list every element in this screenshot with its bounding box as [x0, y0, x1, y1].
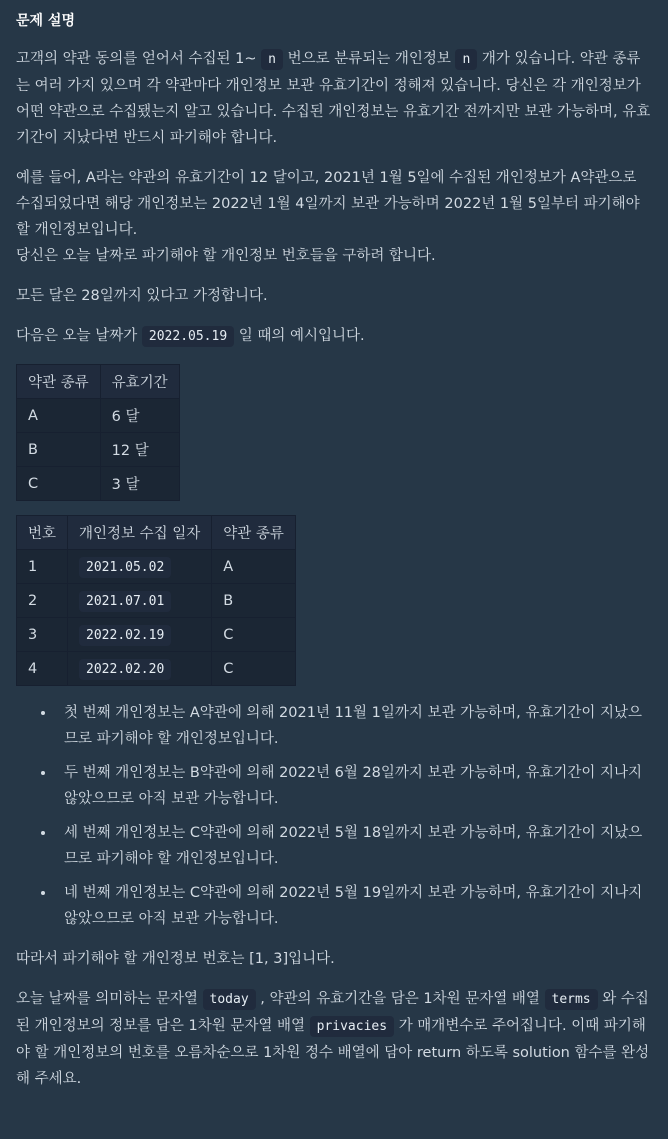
table-header-row — [17, 365, 180, 399]
table-row — [17, 618, 296, 652]
privacy-table — [16, 515, 296, 686]
list-item: • 두 번째 개인정보는 B약관에 의해 2022년 6월 28일까지 보관 가능하며, 유효기간이 지나지 않았으므로 아직 보관 가능합니다. — [56, 760, 652, 812]
assumption-paragraph: 모든 달은 28일까지 있다고 가정합니다. — [16, 288, 268, 304]
task-text-2: , 약관의 유효기간을 담은 1차원 문자열 배열 — [260, 991, 540, 1007]
table-cell: C — [17, 467, 101, 501]
section-title: 문제 설명 — [16, 13, 75, 29]
example-date-text-1: 다음은 오늘 날짜가 — [16, 328, 138, 344]
intro-text-1: 고객의 약관 동의를 얻어서 수집된 1~ — [16, 51, 257, 67]
date-code: 2022.02.19 — [79, 625, 171, 646]
inline-code-date: 2022.05.19 — [142, 326, 234, 347]
table-cell: 3 — [17, 618, 68, 652]
task-paragraph — [16, 986, 652, 1092]
intro-text-2: 번으로 분류되는 개인정보 — [287, 51, 451, 67]
example-date-text-2: 일 때의 예시입니다. — [238, 328, 365, 344]
date-code: 2022.02.20 — [79, 659, 171, 680]
table-cell: C — [212, 652, 296, 686]
table-cell: A — [17, 399, 101, 433]
table-header-cell: 약관 종류 — [17, 365, 101, 399]
date-code: 2021.07.01 — [79, 591, 171, 612]
terms-table — [16, 364, 180, 501]
table-row — [17, 433, 180, 467]
list-item: • 네 번째 개인정보는 C약관에 의해 2022년 5월 19일까지 보관 가능하며, 유효기간이 지나지 않았으므로 아직 보관 가능합니다. — [56, 880, 652, 932]
table-cell: 3 달 — [100, 467, 179, 501]
table-cell: 4 — [17, 652, 68, 686]
list-item: • 첫 번째 개인정보는 A약관에 의해 2021년 11월 1일까지 보관 가능하며, 유효기간이 지났으므로 파기해야 할 개인정보입니다. — [56, 700, 652, 752]
example-paragraph: 예를 들어, A라는 약관의 유효기간이 12 달이고, 2021년 1월 5일에 수집된 개인정보가 A약관으로 수집되었다면 해당 개인정보는 2022년 1월 4일까지 보관 가능하며 2022년 1월 5일부터 파기해야 할 개인정보입니다. — [16, 170, 640, 238]
table-cell: A — [212, 550, 296, 584]
table-cell: 6 달 — [100, 399, 179, 433]
example-date-paragraph — [16, 323, 652, 350]
task-text-3: 와 수집된 개인정보의 정보를 담은 1차원 문자열 배열 — [16, 991, 649, 1034]
inline-code-n: n — [261, 49, 283, 70]
table-cell: C — [212, 618, 296, 652]
table-cell — [68, 618, 212, 652]
answer-paragraph: 따라서 파기해야 할 개인정보 번호는 [1, 3]입니다. — [16, 951, 335, 967]
inline-code-today: today — [203, 989, 256, 1010]
table-row — [17, 399, 180, 433]
table-row — [17, 550, 296, 584]
table-header-row — [17, 516, 296, 550]
goal-paragraph: 당신은 오늘 날짜로 파기해야 할 개인정보 번호들을 구하려 합니다. — [16, 248, 436, 264]
task-text-1: 오늘 날짜를 의미하는 문자열 — [16, 991, 198, 1007]
table-row — [17, 652, 296, 686]
inline-code-privacies: privacies — [310, 1016, 394, 1037]
table-cell — [68, 652, 212, 686]
date-code: 2021.05.02 — [79, 557, 171, 578]
task-text-4: 가 매개변수로 주어집니다. 이때 파기해야 할 개인정보의 번호를 오름차순으로 1차원 정수 배열에 담아 return 하도록 solution 함수를 완성해 주세요. — [16, 1018, 650, 1087]
table-cell — [68, 584, 212, 618]
inline-code-n: n — [455, 49, 477, 70]
explanation-list — [16, 700, 652, 932]
table-cell: 2 — [17, 584, 68, 618]
intro-paragraph — [16, 46, 652, 151]
table-cell: 1 — [17, 550, 68, 584]
table-cell: B — [212, 584, 296, 618]
table-cell — [68, 550, 212, 584]
intro-text-3: 개가 있습니다. 약관 종류는 여러 가지 있으며 각 약관마다 개인정보 보관 유효기간이 정해져 있습니다. 당신은 각 개인정보가 어떤 약관으로 수집됐는지 알고 있습니다. 수집된 개인정보는 유효기간 전까지만 보관 가능하며, 유효기간이 지났다면 반드시 파기해야 합니다. — [16, 51, 651, 146]
table-cell: 12 달 — [100, 433, 179, 467]
inline-code-terms: terms — [545, 989, 598, 1010]
table-row — [17, 467, 180, 501]
table-header-cell: 개인정보 수집 일자 — [68, 516, 212, 550]
table-header-cell: 번호 — [17, 516, 68, 550]
list-item: • 세 번째 개인정보는 C약관에 의해 2022년 5월 18일까지 보관 가능하며, 유효기간이 지났으므로 파기해야 할 개인정보입니다. — [56, 820, 652, 872]
table-cell: B — [17, 433, 101, 467]
table-row — [17, 584, 296, 618]
table-header-cell: 약관 종류 — [212, 516, 296, 550]
table-header-cell: 유효기간 — [100, 365, 179, 399]
